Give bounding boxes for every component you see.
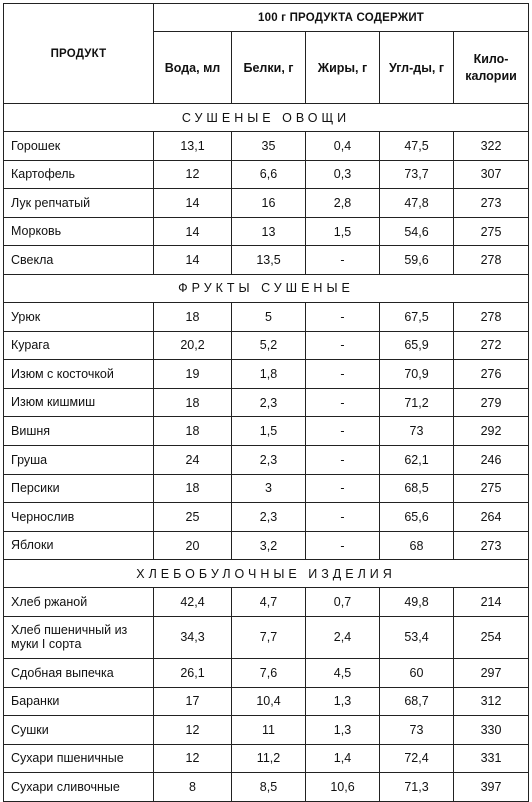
value-cell: 0,3: [306, 160, 380, 189]
value-cell: 42,4: [154, 588, 232, 617]
product-name-cell: Горошек: [4, 132, 154, 161]
value-cell: 2,4: [306, 616, 380, 658]
value-cell: 297: [454, 658, 529, 687]
value-cell: 278: [454, 246, 529, 275]
value-cell: 26,1: [154, 658, 232, 687]
product-name-cell: Изюм с косточкой: [4, 360, 154, 389]
table-row: [4, 302, 529, 331]
product-name-cell: Хлеб пшеничный из муки I сорта: [4, 616, 154, 658]
table-row: [4, 474, 529, 503]
value-cell: 10,6: [306, 773, 380, 802]
value-cell: 275: [454, 474, 529, 503]
header-kcal: Кило- калории: [454, 32, 529, 104]
product-name-cell: Сухари сливочные: [4, 773, 154, 802]
table-row: [4, 217, 529, 246]
value-cell: 13,5: [232, 246, 306, 275]
section-header-row: [4, 104, 529, 132]
value-cell: 70,9: [380, 360, 454, 389]
value-cell: 2,8: [306, 189, 380, 218]
value-cell: 279: [454, 388, 529, 417]
value-cell: 7,6: [232, 658, 306, 687]
value-cell: 14: [154, 189, 232, 218]
value-cell: 12: [154, 744, 232, 773]
product-name-cell: Вишня: [4, 417, 154, 446]
table-row: [4, 716, 529, 745]
product-name-cell: Морковь: [4, 217, 154, 246]
value-cell: 73,7: [380, 160, 454, 189]
value-cell: 0,7: [306, 588, 380, 617]
value-cell: 3,2: [232, 531, 306, 560]
value-cell: 273: [454, 531, 529, 560]
value-cell: 73: [380, 716, 454, 745]
value-cell: 254: [454, 616, 529, 658]
nutrition-table: [3, 3, 529, 802]
header-water: Вода, мл: [154, 32, 232, 104]
value-cell: 35: [232, 132, 306, 161]
value-cell: 397: [454, 773, 529, 802]
value-cell: 71,3: [380, 773, 454, 802]
value-cell: 214: [454, 588, 529, 617]
value-cell: 18: [154, 302, 232, 331]
value-cell: 278: [454, 302, 529, 331]
value-cell: 18: [154, 474, 232, 503]
value-cell: 71,2: [380, 388, 454, 417]
product-name-cell: Яблоки: [4, 531, 154, 560]
table-row: [4, 132, 529, 161]
value-cell: 65,6: [380, 503, 454, 532]
value-cell: 331: [454, 744, 529, 773]
value-cell: 68: [380, 531, 454, 560]
header-protein: Белки, г: [232, 32, 306, 104]
table-row: [4, 388, 529, 417]
value-cell: 16: [232, 189, 306, 218]
value-cell: 20: [154, 531, 232, 560]
product-name-cell: Хлеб ржаной: [4, 588, 154, 617]
value-cell: 19: [154, 360, 232, 389]
section-header-row: [4, 560, 529, 588]
value-cell: 13: [232, 217, 306, 246]
value-cell: 60: [380, 658, 454, 687]
product-name-cell: Сушки: [4, 716, 154, 745]
value-cell: 264: [454, 503, 529, 532]
value-cell: 73: [380, 417, 454, 446]
value-cell: 2,3: [232, 445, 306, 474]
table-row: [4, 744, 529, 773]
value-cell: 8,5: [232, 773, 306, 802]
product-name-cell: Лук репчатый: [4, 189, 154, 218]
product-name-cell: Изюм кишмиш: [4, 388, 154, 417]
table-row: [4, 445, 529, 474]
table-row: [4, 616, 529, 658]
value-cell: 10,4: [232, 687, 306, 716]
product-name-cell: Груша: [4, 445, 154, 474]
header-carbs: Угл-ды, г: [380, 32, 454, 104]
value-cell: 312: [454, 687, 529, 716]
section-title: ФРУКТЫ СУШЕНЫЕ: [4, 274, 529, 302]
value-cell: -: [306, 474, 380, 503]
header-product: ПРОДУКТ: [4, 4, 154, 104]
section-title: ХЛЕБОБУЛОЧНЫЕ ИЗДЕЛИЯ: [4, 560, 529, 588]
product-name-cell: Персики: [4, 474, 154, 503]
value-cell: 68,7: [380, 687, 454, 716]
value-cell: -: [306, 445, 380, 474]
value-cell: 24: [154, 445, 232, 474]
value-cell: 275: [454, 217, 529, 246]
value-cell: 1,5: [306, 217, 380, 246]
value-cell: 4,5: [306, 658, 380, 687]
value-cell: 8: [154, 773, 232, 802]
value-cell: 5,2: [232, 331, 306, 360]
value-cell: 53,4: [380, 616, 454, 658]
value-cell: -: [306, 246, 380, 275]
value-cell: 272: [454, 331, 529, 360]
table-row: [4, 246, 529, 275]
value-cell: -: [306, 388, 380, 417]
value-cell: -: [306, 331, 380, 360]
value-cell: 34,3: [154, 616, 232, 658]
value-cell: 65,9: [380, 331, 454, 360]
value-cell: 276: [454, 360, 529, 389]
table-row: [4, 189, 529, 218]
product-name-cell: Курага: [4, 331, 154, 360]
value-cell: 54,6: [380, 217, 454, 246]
value-cell: 1,3: [306, 687, 380, 716]
header-fat: Жиры, г: [306, 32, 380, 104]
table-row: [4, 331, 529, 360]
product-name-cell: Чернослив: [4, 503, 154, 532]
section-title: СУШЕНЫЕ ОВОЩИ: [4, 104, 529, 132]
value-cell: 49,8: [380, 588, 454, 617]
value-cell: 47,5: [380, 132, 454, 161]
value-cell: 1,4: [306, 744, 380, 773]
value-cell: 273: [454, 189, 529, 218]
value-cell: 322: [454, 132, 529, 161]
value-cell: 14: [154, 246, 232, 275]
table-body: [4, 104, 529, 802]
table-row: [4, 687, 529, 716]
value-cell: 14: [154, 217, 232, 246]
value-cell: 1,5: [232, 417, 306, 446]
value-cell: 5: [232, 302, 306, 331]
table-row: [4, 773, 529, 802]
value-cell: 47,8: [380, 189, 454, 218]
product-name-cell: Урюк: [4, 302, 154, 331]
table-row: [4, 531, 529, 560]
value-cell: 12: [154, 160, 232, 189]
value-cell: 2,3: [232, 388, 306, 417]
value-cell: 246: [454, 445, 529, 474]
value-cell: 12: [154, 716, 232, 745]
value-cell: 72,4: [380, 744, 454, 773]
header-group: 100 г ПРОДУКТА СОДЕРЖИТ: [154, 4, 529, 32]
value-cell: -: [306, 417, 380, 446]
product-name-cell: Сдобная выпечка: [4, 658, 154, 687]
product-name-cell: Баранки: [4, 687, 154, 716]
table-row: [4, 160, 529, 189]
value-cell: 25: [154, 503, 232, 532]
product-name-cell: Сухари пшеничные: [4, 744, 154, 773]
value-cell: 11: [232, 716, 306, 745]
value-cell: -: [306, 531, 380, 560]
value-cell: 18: [154, 388, 232, 417]
value-cell: -: [306, 302, 380, 331]
value-cell: 62,1: [380, 445, 454, 474]
table-row: [4, 588, 529, 617]
value-cell: 59,6: [380, 246, 454, 275]
value-cell: 18: [154, 417, 232, 446]
value-cell: 307: [454, 160, 529, 189]
value-cell: 67,5: [380, 302, 454, 331]
value-cell: 1,3: [306, 716, 380, 745]
value-cell: 68,5: [380, 474, 454, 503]
product-name-cell: Картофель: [4, 160, 154, 189]
table-row: [4, 503, 529, 532]
value-cell: 13,1: [154, 132, 232, 161]
value-cell: 7,7: [232, 616, 306, 658]
value-cell: 2,3: [232, 503, 306, 532]
value-cell: 292: [454, 417, 529, 446]
value-cell: 11,2: [232, 744, 306, 773]
value-cell: -: [306, 360, 380, 389]
value-cell: 330: [454, 716, 529, 745]
value-cell: 1,8: [232, 360, 306, 389]
value-cell: 4,7: [232, 588, 306, 617]
product-name-cell: Свекла: [4, 246, 154, 275]
value-cell: 6,6: [232, 160, 306, 189]
value-cell: 3: [232, 474, 306, 503]
value-cell: -: [306, 503, 380, 532]
value-cell: 0,4: [306, 132, 380, 161]
table-row: [4, 658, 529, 687]
table-row: [4, 360, 529, 389]
table-row: [4, 417, 529, 446]
value-cell: 20,2: [154, 331, 232, 360]
value-cell: 17: [154, 687, 232, 716]
section-header-row: [4, 274, 529, 302]
